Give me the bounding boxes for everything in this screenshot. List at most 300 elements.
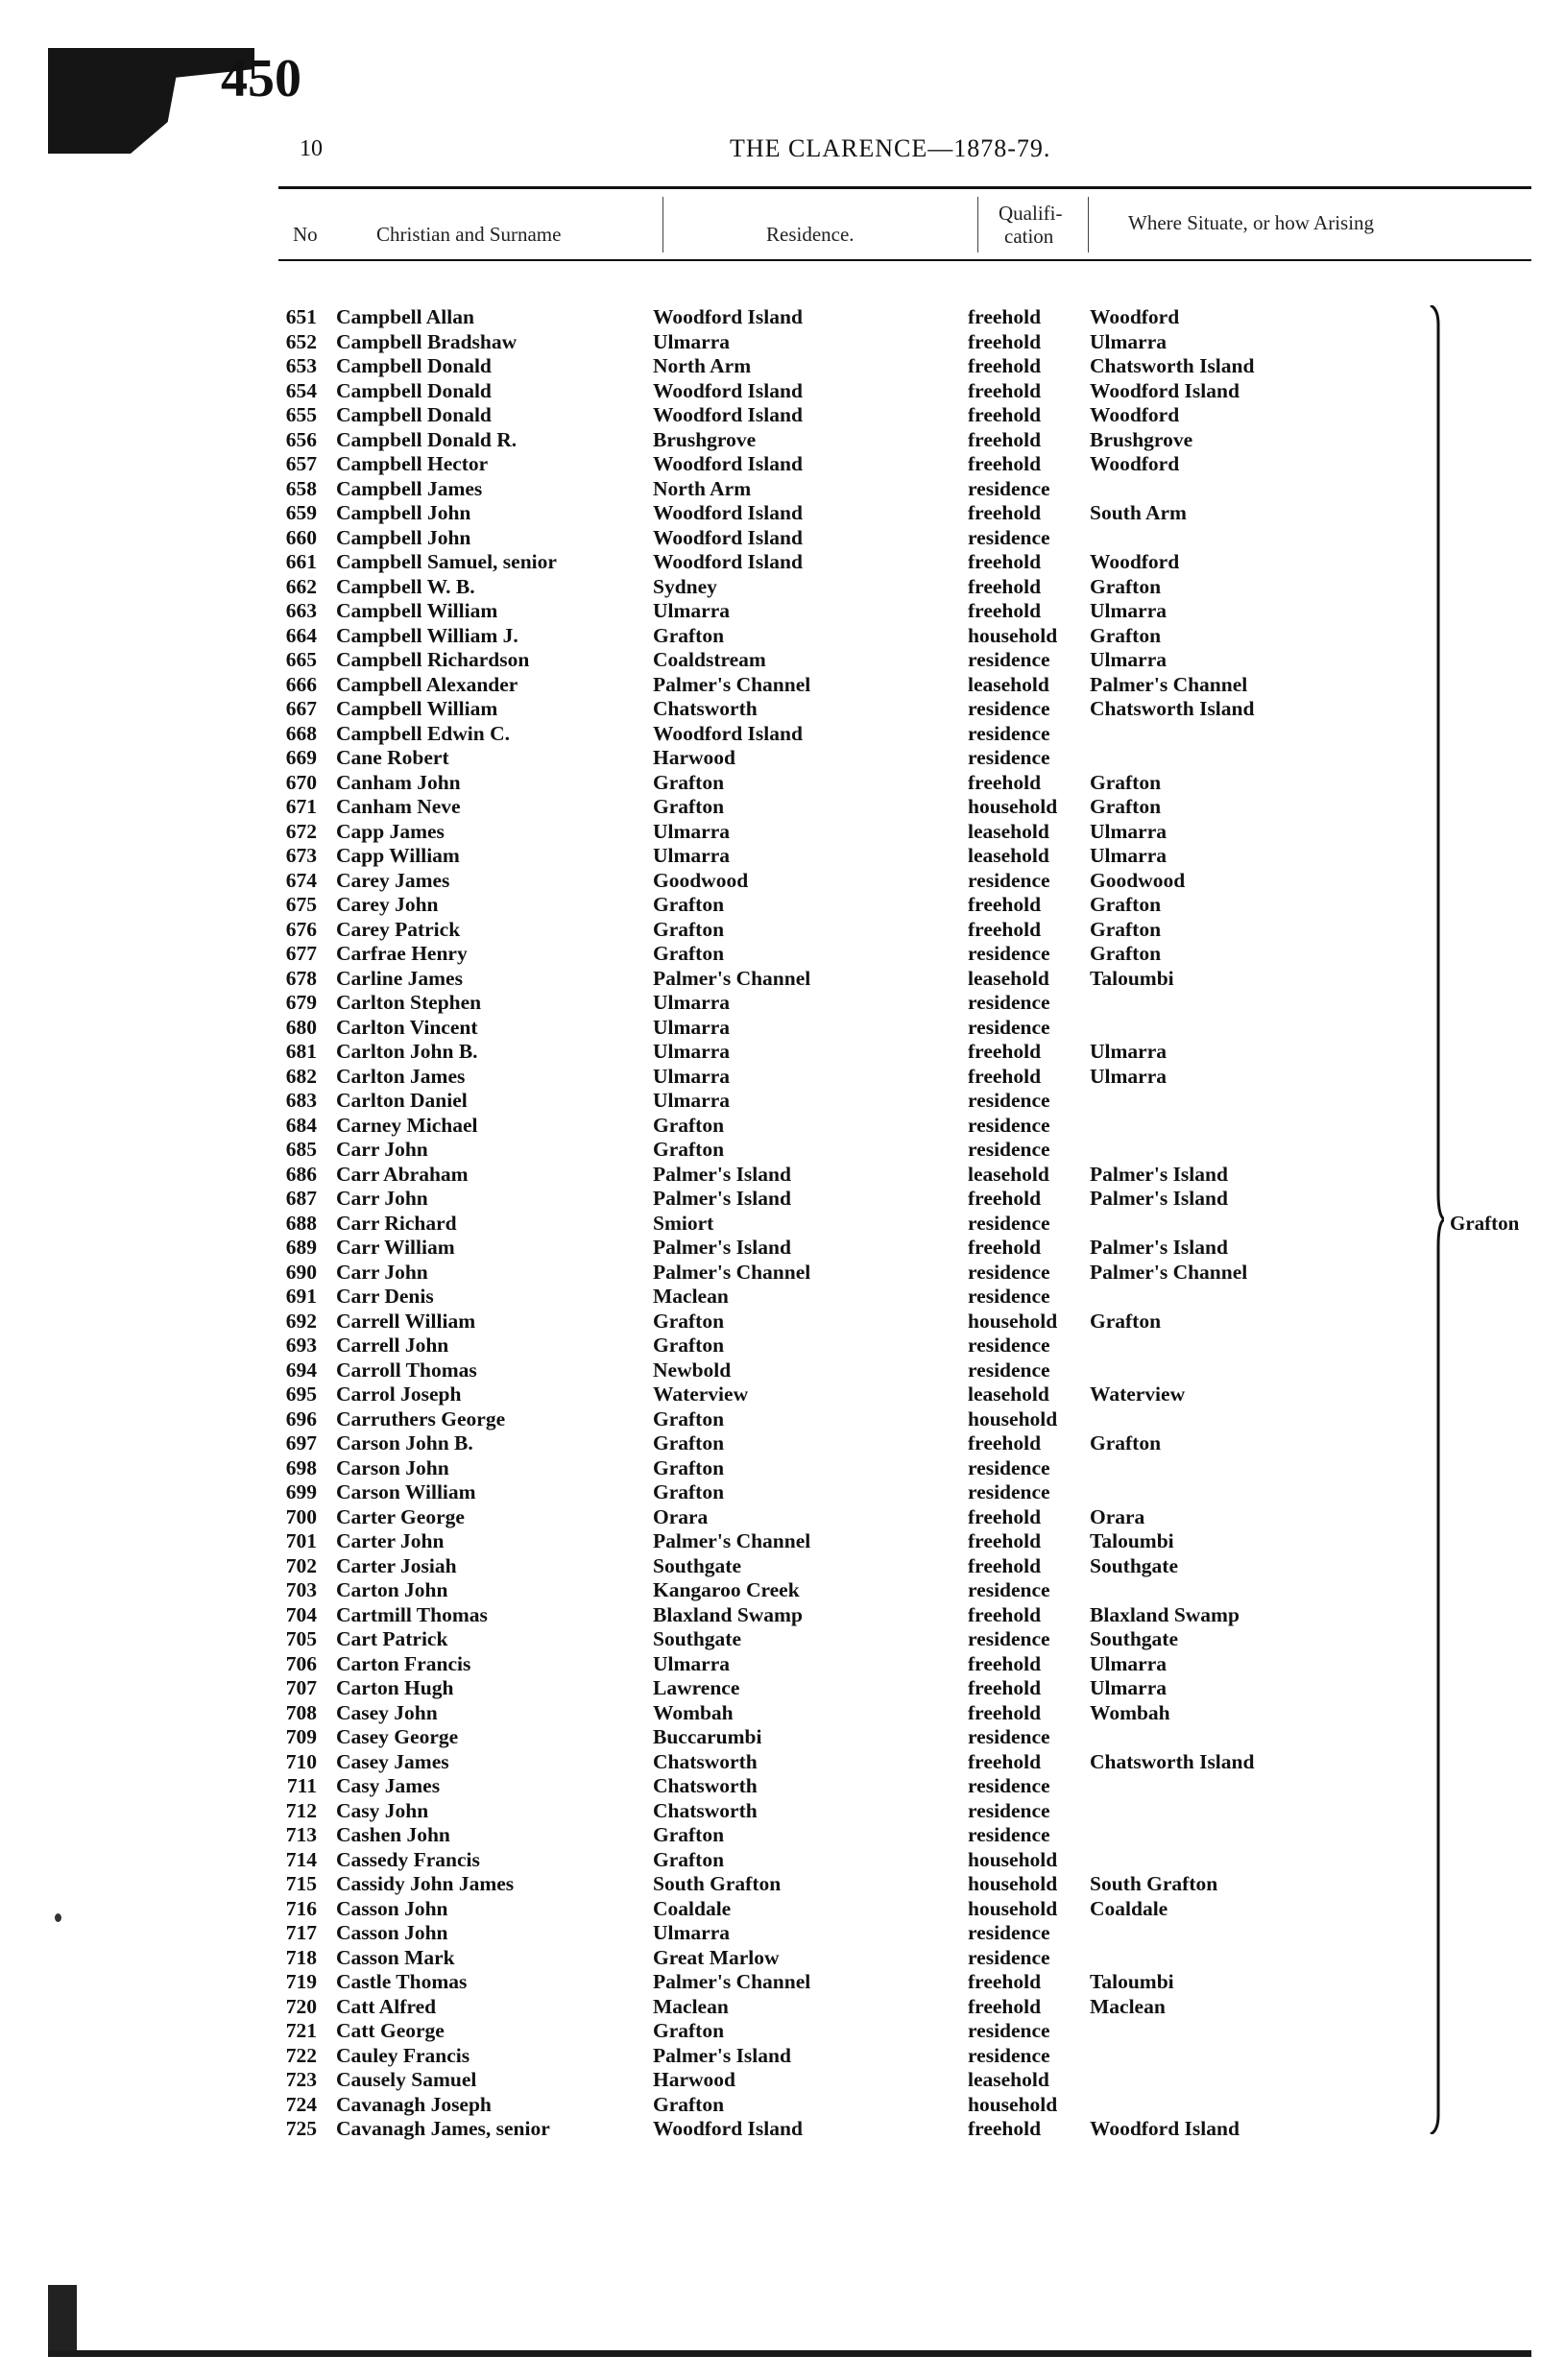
entry-residence: Grafton — [653, 2019, 725, 2042]
scan-edge-blot — [48, 2285, 77, 2357]
entry-row — [0, 1750, 1565, 1773]
entry-qualification: household — [968, 623, 1058, 647]
entry-row — [0, 893, 1565, 916]
entry-row — [0, 844, 1565, 867]
entry-qualification: residence — [968, 1627, 1050, 1650]
entry-number: 725 — [285, 2117, 317, 2140]
entry-qualification: leasehold — [968, 2068, 1049, 2091]
entry-number: 704 — [285, 1602, 317, 1626]
entry-qualification: residence — [968, 1211, 1050, 1235]
entry-number: 671 — [285, 795, 317, 818]
entry-number: 711 — [286, 1774, 317, 1797]
entry-residence: Ulmarra — [653, 819, 730, 843]
entry-name: Cavanagh James, senior — [336, 2117, 550, 2140]
entry-residence: Ulmarra — [653, 1651, 730, 1675]
entry-qualification: residence — [968, 1725, 1050, 1748]
entry-residence: Palmer's Channel — [653, 1970, 811, 1993]
entry-qualification: residence — [968, 697, 1050, 720]
entry-name: Carson John — [336, 1455, 449, 1479]
entry-name: Casy John — [336, 1798, 429, 1822]
entry-row — [0, 1040, 1565, 1063]
entry-where-situate: Palmer's Channel — [1090, 672, 1248, 696]
entry-where-situate: Taloumbi — [1090, 1529, 1174, 1552]
entry-residence: Ulmarra — [653, 1921, 730, 1944]
entry-row — [0, 403, 1565, 426]
entry-name: Campbell William — [336, 697, 498, 720]
entry-where-situate: Ulmarra — [1090, 819, 1167, 843]
entry-qualification: freehold — [968, 1676, 1042, 1699]
entry-number: 677 — [285, 942, 317, 965]
entry-where-situate: Palmer's Island — [1090, 1162, 1228, 1186]
entry-name: Campbell Richardson — [336, 648, 530, 671]
entry-qualification: freehold — [968, 452, 1042, 475]
entry-name: Carr John — [336, 1138, 428, 1161]
entry-qualification: freehold — [968, 599, 1042, 622]
entry-row — [0, 1212, 1565, 1235]
entry-row — [0, 1261, 1565, 1284]
entry-name: Carey James — [336, 868, 450, 892]
entry-residence: Grafton — [653, 1309, 725, 1333]
entry-qualification: freehold — [968, 574, 1042, 598]
entry-number: 664 — [285, 623, 317, 647]
entry-name: Cauley Francis — [336, 2043, 470, 2067]
entry-qualification: residence — [968, 1015, 1050, 1039]
entry-name: Casey John — [336, 1700, 438, 1724]
entry-number: 718 — [285, 1945, 317, 1969]
entry-name: Carlton Stephen — [336, 991, 482, 1014]
entry-qualification: freehold — [968, 550, 1042, 573]
entry-name: Cane Robert — [336, 746, 449, 769]
entry-row — [0, 869, 1565, 892]
entry-qualification: freehold — [968, 770, 1042, 794]
entry-name: Carter Josiah — [336, 1553, 457, 1577]
entry-name: Canham John — [336, 770, 461, 794]
entry-where-situate: Grafton — [1090, 795, 1162, 818]
entry-name: Cashen John — [336, 1823, 450, 1846]
entry-where-situate: Grafton — [1090, 917, 1162, 941]
entry-row — [0, 1310, 1565, 1333]
entry-residence: Grafton — [653, 1480, 725, 1503]
entry-name: Carney Michael — [336, 1113, 478, 1137]
entry-where-situate: Ulmarra — [1090, 844, 1167, 867]
col-separator — [977, 197, 978, 252]
entry-residence: North Arm — [653, 354, 752, 377]
col-header-residence: Residence. — [766, 223, 855, 246]
entry-where-situate: Taloumbi — [1090, 966, 1174, 990]
entry-number: 660 — [285, 525, 317, 549]
entry-qualification: household — [968, 1896, 1058, 1920]
entry-name: Cart Patrick — [336, 1627, 448, 1650]
entry-number: 706 — [285, 1651, 317, 1675]
entry-row — [0, 1603, 1565, 1626]
entry-qualification: freehold — [968, 1749, 1042, 1773]
entry-name: Campbell Donald — [336, 378, 492, 402]
entry-qualification: freehold — [968, 1700, 1042, 1724]
entry-name: Campbell Allan — [336, 305, 474, 328]
entry-row — [0, 1358, 1565, 1382]
entry-residence: Ulmarra — [653, 844, 730, 867]
page-number: 10 — [300, 136, 323, 161]
entry-number: 700 — [285, 1504, 317, 1528]
entry-row — [0, 1676, 1565, 1699]
entry-where-situate: Woodford Island — [1090, 378, 1240, 402]
entry-residence: Ulmarra — [653, 329, 730, 353]
entry-number: 698 — [285, 1455, 317, 1479]
entry-number: 717 — [285, 1921, 317, 1944]
entry-qualification: residence — [968, 868, 1050, 892]
entry-number: 684 — [285, 1113, 317, 1137]
entry-row — [0, 1725, 1565, 1748]
entry-number: 679 — [285, 991, 317, 1014]
entry-name: Carter George — [336, 1504, 465, 1528]
entry-residence: Grafton — [653, 893, 725, 916]
entry-row — [0, 1627, 1565, 1650]
entry-row — [0, 599, 1565, 622]
entry-where-situate: Chatsworth Island — [1090, 1749, 1255, 1773]
entry-row — [0, 648, 1565, 671]
entry-number: 681 — [285, 1040, 317, 1063]
entry-number: 655 — [285, 403, 317, 426]
entry-name: Carlton Vincent — [336, 1015, 478, 1039]
entry-where-situate: Grafton — [1090, 623, 1162, 647]
entry-name: Carton Francis — [336, 1651, 471, 1675]
entry-residence: Chatsworth — [653, 1798, 758, 1822]
entry-name: Carter John — [336, 1529, 445, 1552]
entry-name: Campbell John — [336, 525, 471, 549]
entry-number: 662 — [285, 574, 317, 598]
entry-number: 720 — [285, 1994, 317, 2018]
entry-qualification: freehold — [968, 305, 1042, 328]
page-stamp: 450 — [221, 49, 301, 108]
entry-qualification: residence — [968, 942, 1050, 965]
entry-number: 692 — [285, 1309, 317, 1333]
entry-number: 715 — [285, 1872, 317, 1895]
col-header-qualification-2: cation — [1004, 225, 1054, 248]
entry-residence: Woodford Island — [653, 550, 803, 573]
entry-name: Canham Neve — [336, 795, 461, 818]
entry-residence: Chatsworth — [653, 1774, 758, 1797]
entry-row — [0, 2093, 1565, 2116]
entry-name: Carline James — [336, 966, 463, 990]
entry-number: 721 — [285, 2019, 317, 2042]
entry-qualification: freehold — [968, 1553, 1042, 1577]
entry-where-situate: Chatsworth Island — [1090, 354, 1255, 377]
entry-where-situate: Woodford Island — [1090, 2117, 1240, 2140]
entry-name: Carey John — [336, 893, 439, 916]
entry-number: 666 — [285, 672, 317, 696]
entry-residence: Chatsworth — [653, 697, 758, 720]
col-separator — [662, 197, 663, 252]
entry-where-situate: Woodford — [1090, 452, 1180, 475]
col-separator — [1088, 197, 1089, 252]
entry-name: Carton Hugh — [336, 1676, 454, 1699]
entry-row — [0, 1652, 1565, 1675]
entry-row — [0, 575, 1565, 598]
entry-where-situate: Palmer's Island — [1090, 1187, 1228, 1210]
entry-qualification: residence — [968, 525, 1050, 549]
entry-name: Carr John — [336, 1260, 428, 1284]
entry-number: 676 — [285, 917, 317, 941]
entry-where-situate: Woodford — [1090, 305, 1180, 328]
entry-row — [0, 820, 1565, 843]
entry-residence: Lawrence — [653, 1676, 740, 1699]
entry-name: Campbell Samuel, senior — [336, 550, 557, 573]
entry-number: 685 — [285, 1138, 317, 1161]
entry-number: 652 — [285, 329, 317, 353]
entry-residence: Palmer's Island — [653, 1236, 791, 1259]
entry-row — [0, 1946, 1565, 1969]
entry-number: 713 — [285, 1823, 317, 1846]
entry-qualification: residence — [968, 1774, 1050, 1797]
entry-residence: Wombah — [653, 1700, 734, 1724]
entry-qualification: residence — [968, 1823, 1050, 1846]
entry-qualification: residence — [968, 2019, 1050, 2042]
entry-qualification: freehold — [968, 893, 1042, 916]
entry-row — [0, 1897, 1565, 1920]
entry-residence: Palmer's Island — [653, 1187, 791, 1210]
entry-residence: Ulmarra — [653, 1015, 730, 1039]
entry-residence: Southgate — [653, 1627, 741, 1650]
entry-qualification: household — [968, 1872, 1058, 1895]
entry-number: 682 — [285, 1064, 317, 1088]
entry-residence: Woodford Island — [653, 2117, 803, 2140]
entry-residence: Ulmarra — [653, 991, 730, 1014]
entry-qualification: freehold — [968, 1651, 1042, 1675]
entry-row — [0, 1407, 1565, 1430]
entry-name: Catt George — [336, 2019, 445, 2042]
entry-where-situate: Woodford — [1090, 403, 1180, 426]
entry-where-situate: Coaldale — [1090, 1896, 1168, 1920]
entry-where-situate: Brushgrove — [1090, 427, 1193, 451]
entry-qualification: freehold — [968, 1994, 1042, 2018]
entry-number: 683 — [285, 1089, 317, 1112]
entry-number: 663 — [285, 599, 317, 622]
entry-name: Castle Thomas — [336, 1970, 468, 1993]
entry-number: 680 — [285, 1015, 317, 1039]
entry-residence: Orara — [653, 1504, 709, 1528]
entry-name: Capp James — [336, 819, 445, 843]
entry-where-situate: Ulmarra — [1090, 1040, 1167, 1063]
entry-name: Campbell William J. — [336, 623, 518, 647]
entry-residence: Buccarumbi — [653, 1725, 762, 1748]
entry-where-situate: Wombah — [1090, 1700, 1170, 1724]
entry-number: 697 — [285, 1431, 317, 1454]
entry-qualification: residence — [968, 1334, 1050, 1357]
entry-row — [0, 452, 1565, 475]
entry-residence: Smiort — [653, 1211, 714, 1235]
entry-row — [0, 1921, 1565, 1944]
entry-where-situate: Waterview — [1090, 1382, 1186, 1406]
entry-residence: Grafton — [653, 770, 725, 794]
scan-speck — [55, 1913, 61, 1922]
entry-qualification: residence — [968, 1578, 1050, 1601]
entry-residence: Woodford Island — [653, 378, 803, 402]
entry-where-situate: Woodford — [1090, 550, 1180, 573]
entry-qualification: household — [968, 795, 1058, 818]
entry-residence: Newbold — [653, 1358, 732, 1382]
entry-name: Carrell John — [336, 1334, 449, 1357]
entry-qualification: residence — [968, 1945, 1050, 1969]
entry-name: Carfrae Henry — [336, 942, 468, 965]
entry-residence: Woodford Island — [653, 305, 803, 328]
entry-residence: Grafton — [653, 1847, 725, 1871]
entry-qualification: residence — [968, 1798, 1050, 1822]
entry-where-situate: Ulmarra — [1090, 648, 1167, 671]
entry-residence: Waterview — [653, 1382, 749, 1406]
entry-where-situate: Chatsworth Island — [1090, 697, 1255, 720]
entry-residence: Ulmarra — [653, 1040, 730, 1063]
entry-where-situate: Blaxland Swamp — [1090, 1602, 1240, 1626]
entry-name: Carlton Daniel — [336, 1089, 468, 1112]
entry-row — [0, 1799, 1565, 1822]
entry-number: 669 — [285, 746, 317, 769]
entry-row — [0, 1529, 1565, 1552]
entry-qualification: freehold — [968, 378, 1042, 402]
entry-name: Campbell Bradshaw — [336, 329, 518, 353]
entry-qualification: freehold — [968, 354, 1042, 377]
entry-qualification: freehold — [968, 1431, 1042, 1454]
entry-qualification: residence — [968, 1285, 1050, 1308]
entry-qualification: freehold — [968, 427, 1042, 451]
entry-qualification: freehold — [968, 1602, 1042, 1626]
entry-residence: Sydney — [653, 574, 717, 598]
entry-number: 665 — [285, 648, 317, 671]
entry-number: 675 — [285, 893, 317, 916]
entry-name: Campbell Donald — [336, 354, 492, 377]
electorate-label: Grafton — [1450, 1212, 1520, 1235]
entry-residence: Coaldstream — [653, 648, 766, 671]
entry-where-situate: Grafton — [1090, 574, 1162, 598]
entry-qualification: leasehold — [968, 844, 1049, 867]
entry-name: Catt Alfred — [336, 1994, 437, 2018]
entry-qualification: freehold — [968, 501, 1042, 524]
entry-name: Carroll Thomas — [336, 1358, 477, 1382]
entry-qualification: residence — [968, 991, 1050, 1014]
entry-qualification: household — [968, 1309, 1058, 1333]
entry-number: 670 — [285, 770, 317, 794]
entry-name: Campbell William — [336, 599, 498, 622]
entry-residence: Grafton — [653, 1406, 725, 1430]
entry-qualification: freehold — [968, 1040, 1042, 1063]
entry-number: 703 — [285, 1578, 317, 1601]
entry-where-situate: Goodwood — [1090, 868, 1186, 892]
entry-row — [0, 1823, 1565, 1846]
entry-row — [0, 2117, 1565, 2140]
entry-name: Casy James — [336, 1774, 441, 1797]
entry-number: 696 — [285, 1406, 317, 1430]
entry-row — [0, 1995, 1565, 2018]
entry-name: Carr Richard — [336, 1211, 457, 1235]
entry-row — [0, 1285, 1565, 1308]
entry-qualification: freehold — [968, 403, 1042, 426]
entry-name: Casey George — [336, 1725, 459, 1748]
entry-residence: South Grafton — [653, 1872, 782, 1895]
entry-number: 690 — [285, 1260, 317, 1284]
entry-where-situate: Orara — [1090, 1504, 1145, 1528]
entry-residence: Grafton — [653, 1431, 725, 1454]
entry-where-situate: Grafton — [1090, 1309, 1162, 1333]
entry-residence: Grafton — [653, 795, 725, 818]
entry-residence: Ulmarra — [653, 1089, 730, 1112]
entry-where-situate: Grafton — [1090, 1431, 1162, 1454]
entry-residence: Grafton — [653, 1138, 725, 1161]
entry-residence: Brushgrove — [653, 427, 757, 451]
entry-residence: Grafton — [653, 917, 725, 941]
entry-where-situate: Grafton — [1090, 770, 1162, 794]
entry-residence: Maclean — [653, 1285, 729, 1308]
entry-number: 722 — [285, 2043, 317, 2067]
entry-row — [0, 428, 1565, 451]
entry-number: 658 — [285, 476, 317, 500]
entry-row — [0, 1163, 1565, 1186]
entry-name: Casson Mark — [336, 1945, 455, 1969]
entry-row — [0, 1382, 1565, 1406]
entry-residence: Ulmarra — [653, 599, 730, 622]
entry-number: 659 — [285, 501, 317, 524]
entry-number: 708 — [285, 1700, 317, 1724]
entry-name: Causely Samuel — [336, 2068, 477, 2091]
entry-row — [0, 1505, 1565, 1528]
entry-name: Carlton John B. — [336, 1040, 478, 1063]
entry-name: Cassidy John James — [336, 1872, 515, 1895]
entry-row — [0, 1089, 1565, 1112]
entry-number: 724 — [285, 2092, 317, 2116]
entry-residence: Palmer's Channel — [653, 672, 811, 696]
entry-qualification: leasehold — [968, 1382, 1049, 1406]
entry-name: Carlton James — [336, 1064, 466, 1088]
entry-name: Carr Abraham — [336, 1162, 469, 1186]
entry-row — [0, 1334, 1565, 1357]
entry-number: 661 — [285, 550, 317, 573]
entry-number: 674 — [285, 868, 317, 892]
entry-where-situate: South Grafton — [1090, 1872, 1218, 1895]
entry-where-situate: Ulmarra — [1090, 329, 1167, 353]
entry-name: Carson John B. — [336, 1431, 473, 1454]
entry-qualification: residence — [968, 1089, 1050, 1112]
entry-number: 699 — [285, 1480, 317, 1503]
entry-residence: Palmer's Channel — [653, 1529, 811, 1552]
entry-residence: Coaldale — [653, 1896, 732, 1920]
entry-name: Campbell Donald R. — [336, 427, 518, 451]
col-header-qualification-1: Qualifi- — [999, 202, 1063, 225]
entry-residence: Woodford Island — [653, 501, 803, 524]
entry-name: Carson William — [336, 1480, 476, 1503]
entry-name: Carey Patrick — [336, 917, 461, 941]
entry-qualification: freehold — [968, 917, 1042, 941]
entry-qualification: household — [968, 2092, 1058, 2116]
entry-row — [0, 1872, 1565, 1895]
entry-row — [0, 2019, 1565, 2042]
entry-residence: Grafton — [653, 1334, 725, 1357]
entry-residence: North Arm — [653, 476, 752, 500]
entry-number: 705 — [285, 1627, 317, 1650]
entry-number: 654 — [285, 378, 317, 402]
entry-number: 695 — [285, 1382, 317, 1406]
entry-number: 673 — [285, 844, 317, 867]
entry-name: Carruthers George — [336, 1406, 506, 1430]
entry-row — [0, 501, 1565, 524]
entry-residence: Grafton — [653, 1823, 725, 1846]
entry-number: 656 — [285, 427, 317, 451]
entry-residence: Goodwood — [653, 868, 749, 892]
entry-where-situate: Grafton — [1090, 893, 1162, 916]
entry-qualification: residence — [968, 721, 1050, 745]
entry-row — [0, 1187, 1565, 1210]
entry-qualification: residence — [968, 1113, 1050, 1137]
entry-row — [0, 746, 1565, 769]
entry-qualification: freehold — [968, 329, 1042, 353]
entry-name: Cassedy Francis — [336, 1847, 480, 1871]
